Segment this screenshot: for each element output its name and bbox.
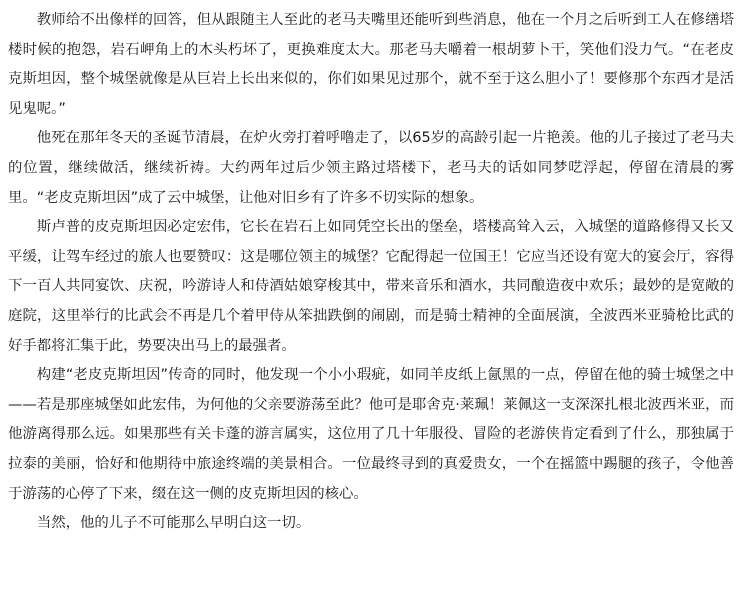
paragraph-3: 斯卢普的皮克斯坦因必定宏伟，它长在岩石上如同凭空长出的堡垒，塔楼高耸入云，入城堡的道路修得又长又平缓，让驾车经过的旅人也要赞叹：这是哪位领主的城堡？它配得起一位国王！它应当还设有宽大的宴会厅，容得下一百人共同宴饮、庆祝，吟游诗人和侍酒姑娘穿梭其中，带来音乐和酒水，共同酿造夜中欢乐；最妙的是宽敞的庭院，这里举行的比武会不再是几个着甲侍从笨拙跌倒的闹剧，而是骑士精神的全面展演，全波西米亚骑枪比武的好手都将汇集于此，势要决出马上的最强者。 xyxy=(8,219,734,354)
paragraph-2: 他死在那年冬天的圣诞节清晨，在炉火旁打着呼噜走了，以65岁的高龄引起一片艳羡。他的儿子接过了老马夫的位置，继续做活，继续祈祷。大约两年过后少领主路过塔楼下，老马夫的话如同梦呓浮起，停留在清晨的雾里。“老皮克斯坦因”成了云中城堡，让他对旧乡有了许多不切实际的想象。 xyxy=(8,130,734,206)
paragraph-5: 当然，他的儿子不可能那么早明白这一切。 xyxy=(36,515,311,532)
document-body xyxy=(8,6,734,539)
paragraph-1: 教师给不出像样的回答，但从跟随主人至此的老马夫嘴里还能听到些消息，他在一个月之后听到工人在修缮塔楼时候的抱怨，岩石岬角上的木头朽坏了，更换难度太大。那老马夫嚼着一根胡萝卜干，笑他们没力气。“在老皮克斯坦因，整个城堡就像是从巨岩上长出来似的，你们如果见过那个，就不至于这么胆小了！要修那个东西才是活见鬼呢。” xyxy=(8,12,734,117)
paragraph-4: 构建“老皮克斯坦因”传奇的同时，他发现一个小小瑕疵，如同羊皮纸上氤黑的一点，停留在他的骑士城堡之中——若是那座城堡如此宏伟，为何他的父亲要游荡至此？他可是耶舍克·莱珮！莱佩这一支深深扎根北波西米亚，而他游离得那么远。如果那些有关卡蓬的游言属实，这位用了几十年服役、冒险的老游侠肯定看到了什么，那独属于拉泰的美丽，恰好和他期待中旅途终端的美景相合。一位最终寻到的真爱贵女，一个在摇篮中踢腿的孩子，令他善于游荡的心停了下来，缀在这一侧的皮克斯坦因的核心。 xyxy=(8,367,734,502)
